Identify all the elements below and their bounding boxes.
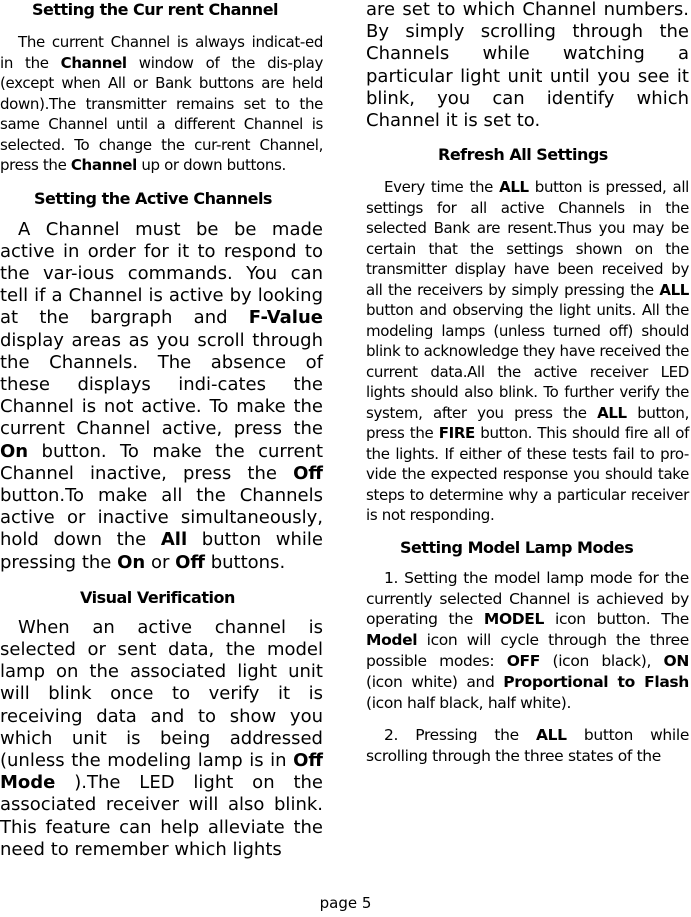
heading-active-channels: Setting the Active Channels xyxy=(34,188,272,208)
right-column xyxy=(366,0,689,767)
paragraph-visual-verification: When an active channel is selected or sent data, the model lamp on the associated light unit will blink once to verify it is receiving data and to show you which unit is being addressed (unless the modeling lamp is in Off Mode ).The LED light on the associated receiver will also blink. This feature can help alleviate the need to remember which lights xyxy=(0,616,323,860)
heading-current-channel: Setting the Cur rent Channel xyxy=(32,0,279,19)
paragraph-active-channels: A Channel must be be made active in order for it to respond to the var-ious commands. You can tell if a Channel is active by looking at the bargraph and F-Value display areas as you scroll through the Channels. The absence of these displays indi-cates the Channel is not active. To make the current Channel active, press the On button. To make the current Channel inactive, press the Off button.To make all the Channels active or inactive simultaneously, hold down the All button while pressing the On or Off buttons. xyxy=(0,218,323,573)
page-number: page 5 xyxy=(319,894,372,912)
paragraph-continued: are set to which Channel numbers. By simply scrolling through the Channels while watching a particular light unit until you see it blink, you can identify which Channel it is set to. xyxy=(366,0,689,132)
heading-model-lamp-modes: Setting Model Lamp Modes xyxy=(400,537,634,557)
paragraph-current-channel: The current Channel is always indicat-ed in the Channel window of the dis-play (except when All or Bank buttons are held down).The transmitter remains set to the same Channel until a different Channel is selected. To change the cur-rent Channel, press the Channel up or down buttons. xyxy=(0,33,323,174)
heading-visual-verification: Visual Verification xyxy=(80,587,235,607)
left-column xyxy=(0,0,323,861)
heading-refresh-all-settings: Refresh All Settings xyxy=(438,145,608,165)
paragraph-model-lamp-step-1: 1. Setting the model lamp mode for the currently selected Channel is achieved by operating the MODEL icon button. The Model icon will cycle through the three possible modes: OFF (icon black), ON (icon white) and Proportional to Flash (icon half black, half white). xyxy=(366,568,689,712)
paragraph-refresh-all-settings: Every time the ALL button is pressed, all settings for all active Channels in the selected Bank are resent.Thus you may be certain that the settings shown on the transmitter display have been received by all the receivers by simply pressing the ALL button and observing the light units. All the modeling lamps (unless turned off) should blink to acknowledge they have received the current data.All the active receiver LED lights should also blink. To further verify the system, after you press the ALL button, press the FIRE button. This should fire all of the lights. If either of these tests fail to pro-vide the expected response you should take steps to determine why a particular receiver is not responding. xyxy=(366,178,689,525)
paragraph-model-lamp-step-2: 2. Pressing the ALL button while scrolling through the three states of the xyxy=(366,726,689,766)
